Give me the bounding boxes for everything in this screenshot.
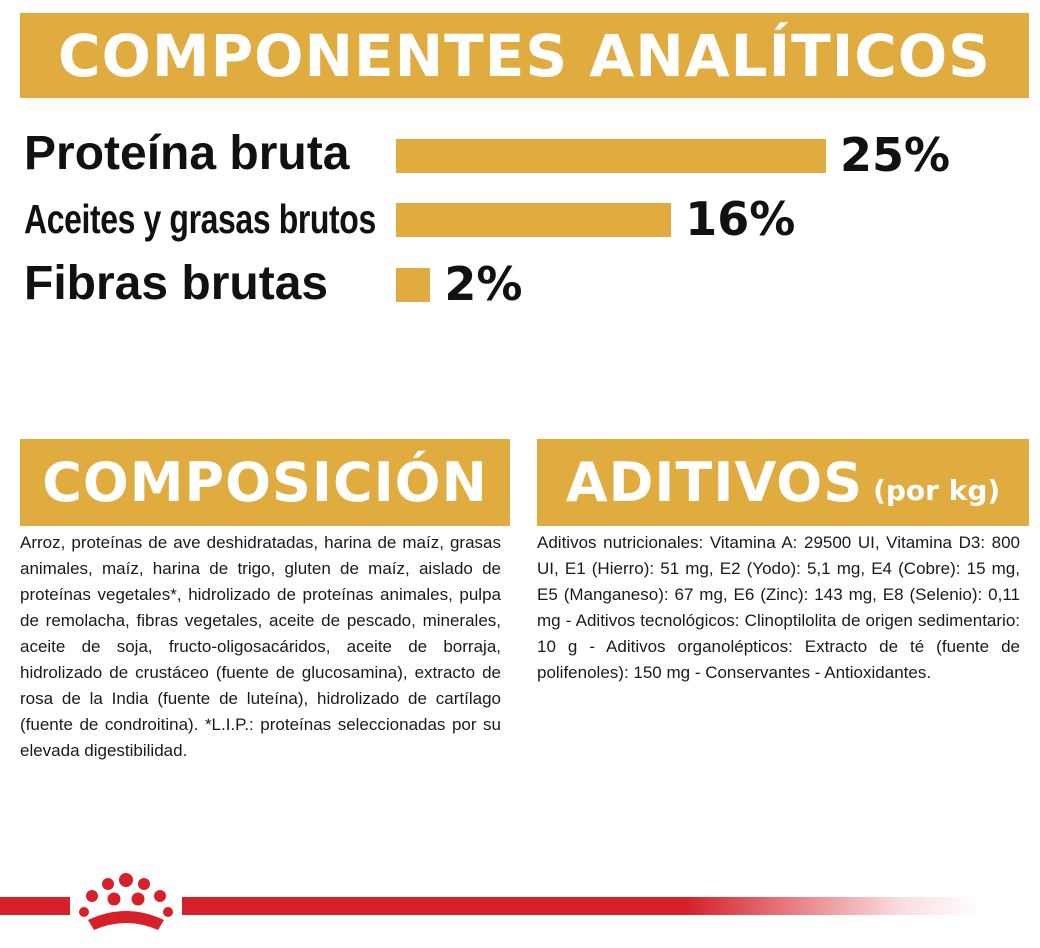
nutrient-label-fat: Aceites y grasas brutos — [24, 196, 376, 242]
nutrient-value-fat: 16% — [685, 192, 796, 246]
nutrient-bar-protein — [396, 139, 826, 173]
analytical-components-title: COMPONENTES ANALÍTICOS — [58, 21, 991, 90]
nutrient-value-protein: 25% — [840, 128, 951, 182]
composition-title: COMPOSICIÓN — [42, 451, 488, 514]
nutrient-label-fiber: Fibras brutas — [24, 257, 329, 310]
composition-text: Arroz, proteínas de ave deshidratadas, harina de maíz, grasas animales, maíz, harina de trigo, gluten de maíz, aislado de proteínas vegetales*, hidrolizado de proteínas animales, pulpa de remolacha, fibras vegetales, aceite de pescado, minerales, aceite de soja, fructo-oligosacáridos, aceite de borraja, hidrolizado de crustáceo (fuente de glucosamina), extracto de rosa de la India (fuente de luteína), hidrolizado de cartílago (fuente de condroitina). *L.I.P.: proteínas seleccionadas por su elevada digestibilidad. — [20, 533, 501, 760]
composition-header — [20, 439, 510, 526]
nutrient-bar-fiber — [396, 268, 430, 302]
nutrient-bar-fat — [396, 203, 671, 237]
additives-title: ADITIVOS — [565, 451, 864, 514]
nutrient-value-fiber: 2% — [444, 257, 523, 311]
additives-text: Aditivos nutricionales: Vitamina A: 29500 UI, Vitamina D3: 800 UI, E1 (Hierro): 51 mg, E2 (Yodo): 5,1 mg, E4 (Cobre): 15 mg, E5 (Manganeso): 67 mg, E6 (Zinc): 143 mg, E8 (Selenio): 0,11 mg - Aditivos tecnológicos: Clinoptilolita de origen sedimentario: 10 g - Aditivos organolépticos: Extracto de té (fuente de polifenoles): 150 mg - Conservantes - Antioxidantes. — [537, 533, 1020, 682]
nutrient-label-protein: Proteína bruta — [24, 127, 350, 180]
analytical-components-header — [20, 13, 1029, 98]
additives-header — [537, 439, 1029, 526]
royal-canin-crown-icon — [70, 872, 182, 942]
additives-subtitle: (por kg) — [873, 474, 1001, 507]
